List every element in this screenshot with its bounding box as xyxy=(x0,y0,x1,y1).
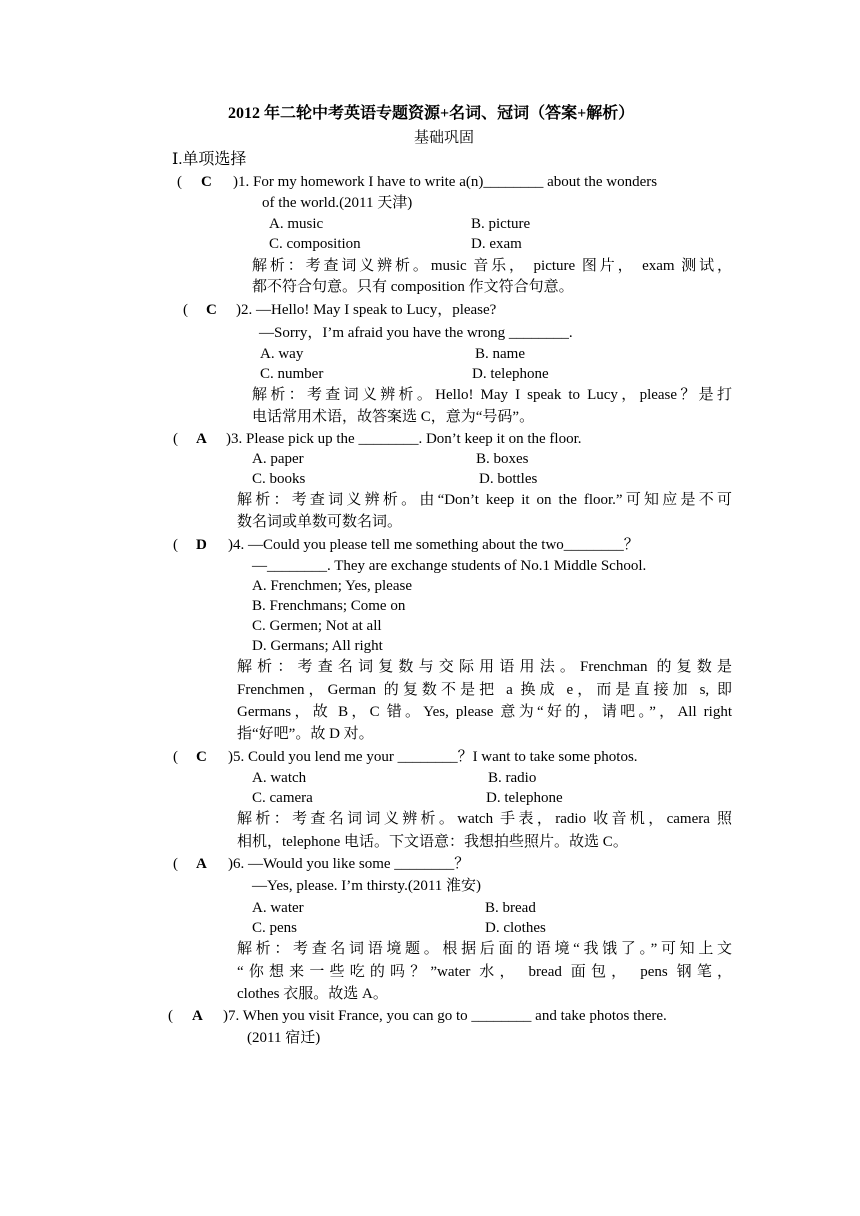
q2-paren: ( xyxy=(183,302,188,318)
q2-answer: C xyxy=(206,302,217,318)
q5-explanation-line2: 相机，telephone 电话。下文语意：我想拍些照片。故选 C。 xyxy=(237,834,628,850)
q1-option-a: A. music xyxy=(269,216,324,232)
q6-option-d: D. clothes xyxy=(485,920,546,936)
q1-stem-line2: of the world.(2011 天津) xyxy=(262,195,413,211)
q3-option-d: D. bottles xyxy=(479,471,538,487)
q4-answer: D xyxy=(196,537,207,553)
q2-stem-line1: )2. —Hello! May I speak to Lucy，please? xyxy=(236,302,497,318)
q3-explanation-line2: 数名词或单数可数名词。 xyxy=(237,514,403,530)
q4-option-a: A. Frenchmen; Yes, please xyxy=(252,578,412,594)
q3-option-b: B. boxes xyxy=(476,451,529,467)
q2-explanation-line1: 解析：考查词义辨析。Hello! May I speak to Lucy，please？是打 xyxy=(252,387,732,403)
q4-explanation-line1: 解析：考查名词复数与交际用语用法。Frenchman 的复数是 xyxy=(237,659,732,675)
q2-explanation-line2: 电话常用术语，故答案选 C，意为“号码”。 xyxy=(252,409,535,425)
q2-option-a: A. way xyxy=(260,346,304,362)
q1-option-b: B. picture xyxy=(471,216,531,232)
q1-paren: ( xyxy=(177,174,182,190)
q6-stem-line1: )6. —Would you like some ________？ xyxy=(228,856,470,872)
q5-option-d: D. telephone xyxy=(486,790,563,806)
q1-option-d: D. exam xyxy=(471,236,522,252)
q2-option-c: C. number xyxy=(260,366,324,382)
section-heading: Ⅰ.单项选择 xyxy=(172,151,247,168)
q3-paren: ( xyxy=(173,431,178,447)
q5-stem-line1: )5. Could you lend me your ________？I want to take some photos. xyxy=(228,749,638,765)
q4-option-c: C. Germen; Not at all xyxy=(252,618,382,634)
q5-explanation-line1: 解析：考查名词词义辨析。watch 手表，radio 收音机，camera 照 xyxy=(237,811,732,827)
q1-explanation-line2: 都不符合句意。只有 composition 作文符合句意。 xyxy=(252,279,574,295)
q7-stem-line2: (2011 宿迁) xyxy=(247,1030,321,1046)
q4-paren: ( xyxy=(173,537,178,553)
q6-explanation-line3: clothes 衣服。故选 A。 xyxy=(237,986,388,1002)
q1-stem-line1: )1. For my homework I have to write a(n)________ about the wonders xyxy=(233,174,658,190)
q5-answer: C xyxy=(196,749,207,765)
q5-option-b: B. radio xyxy=(488,770,537,786)
q3-answer: A xyxy=(196,431,207,447)
q6-answer: A xyxy=(196,856,207,872)
q7-stem-line1: )7. When you visit France, you can go to ________ and take photos there. xyxy=(223,1008,667,1024)
q6-option-c: C. pens xyxy=(252,920,297,936)
q4-explanation-line2: Frenchmen，German 的复数不是把 a 换成 e，而是直接加 s, 即 xyxy=(237,682,732,698)
q1-explanation-line1: 解析：考查词义辨析。music 音乐， picture 图片， exam 测试， xyxy=(252,258,732,274)
q5-option-c: C. camera xyxy=(252,790,313,806)
q6-stem-line2: —Yes, please. I’m thirsty.(2011 淮安) xyxy=(252,878,482,894)
q2-option-d: D. telephone xyxy=(472,366,549,382)
q3-explanation-line1: 解析：考查词义辨析。由“Don’t keep it on the floor.”可知应是不可 xyxy=(237,492,732,508)
q6-explanation-line2: “你想来一些吃的吗？”water 水， bread 面包， pens 钢笔， xyxy=(237,964,732,980)
page-subtitle: 基础巩固 xyxy=(414,130,475,146)
q7-paren: ( xyxy=(168,1008,173,1024)
q4-stem-line1: )4. —Could you please tell me something about the two________？ xyxy=(228,537,639,553)
q4-option-b: B. Frenchmans; Come on xyxy=(252,598,406,614)
q3-stem-line1: )3. Please pick up the ________. Don’t keep it on the floor. xyxy=(226,431,582,447)
q5-option-a: A. watch xyxy=(252,770,307,786)
q6-option-b: B. bread xyxy=(485,900,536,916)
q1-option-c: C. composition xyxy=(269,236,361,252)
q4-explanation-line3: Germans，故 B，C 错。Yes, please 意为“好的，请吧。”，All right xyxy=(237,704,732,720)
q4-option-d: D. Germans; All right xyxy=(252,638,383,654)
q5-paren: ( xyxy=(173,749,178,765)
q2-stem-line2: —Sorry，I’m afraid you have the wrong ________. xyxy=(259,325,573,341)
q4-explanation-line4: 指“好吧”。故 D 对。 xyxy=(237,726,374,742)
q4-stem-line2: —________. They are exchange students of No.1 Middle School. xyxy=(252,558,647,574)
q6-option-a: A. water xyxy=(252,900,304,916)
q1-answer: C xyxy=(201,174,212,190)
q6-explanation-line1: 解析：考查名词语境题。根据后面的语境“我饿了。”可知上文 xyxy=(237,941,732,957)
page-title: 2012 年二轮中考英语专题资源+名词、冠词（答案+解析） xyxy=(228,105,635,122)
q7-answer: A xyxy=(192,1008,203,1024)
q3-option-a: A. paper xyxy=(252,451,304,467)
q2-option-b: B. name xyxy=(475,346,525,362)
q3-option-c: C. books xyxy=(252,471,306,487)
q6-paren: ( xyxy=(173,856,178,872)
